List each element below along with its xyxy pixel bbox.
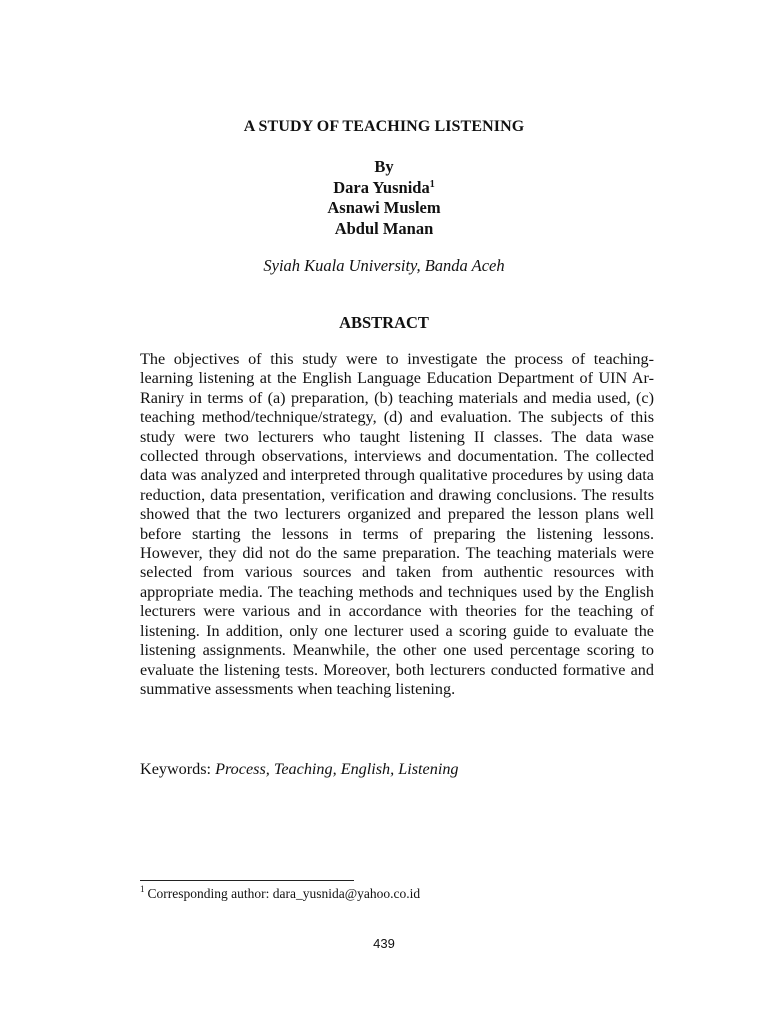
- keywords-terms: Process, Teaching, English, Listening: [215, 760, 459, 778]
- author-name-text: Dara Yusnida: [333, 177, 430, 197]
- byline-by: By: [374, 157, 394, 176]
- page-number: 439: [373, 936, 395, 951]
- footnote-divider: [140, 880, 354, 881]
- author-footnote-mark: 1: [429, 178, 435, 190]
- footnote-text: Corresponding author: dara_yusnida@yahoo.co.id: [147, 886, 421, 901]
- footnote-mark: 1: [140, 884, 145, 894]
- abstract-heading: ABSTRACT: [339, 313, 429, 332]
- author-name: Abdul Manan: [334, 218, 434, 238]
- affiliation: Syiah Kuala University, Banda Aceh: [263, 256, 505, 275]
- author-name: Asnawi Muslem: [327, 198, 441, 217]
- paper-title: A STUDY OF TEACHING LISTENING: [243, 118, 525, 135]
- author-block: [0, 157, 768, 239]
- footnote: [140, 886, 420, 902]
- author-name: [0, 178, 768, 199]
- keywords-line: [140, 760, 654, 779]
- abstract-body: The objectives of this study were to investigate the process of teaching-learning listening at the English Language Education Department of UIN Ar-Raniry in terms of (a) preparation, (b) teaching materials and media used, (c) teaching method/technique/strategy, (d) and evaluation. The subjects of this study were two lecturers who taught listening II classes. The data wase collected through observations, interviews and documentation. The collected data was analyzed and interpreted through qualitative procedures by using data reduction, data presentation, verification and drawing conclusions. The results showed that the two lecturers organized and prepared the lesson plans well before starting the lessons in terms of preparing the listening lessons. However, they did not do the same preparation. The teaching materials were selected from various sources and taken from authentic resources with appropriate media. The teaching methods and techniques used by the English lecturers were various and in accordance with theories for the teaching of listening. In addition, only one lecturer used a scoring guide to evaluate the listening assignments. Meanwhile, the other one used percentage scoring to evaluate the listening tests. Moreover, both lecturers conducted formative and summative assessments when teaching listening.: [140, 350, 654, 698]
- keywords-label: Keywords:: [140, 760, 216, 778]
